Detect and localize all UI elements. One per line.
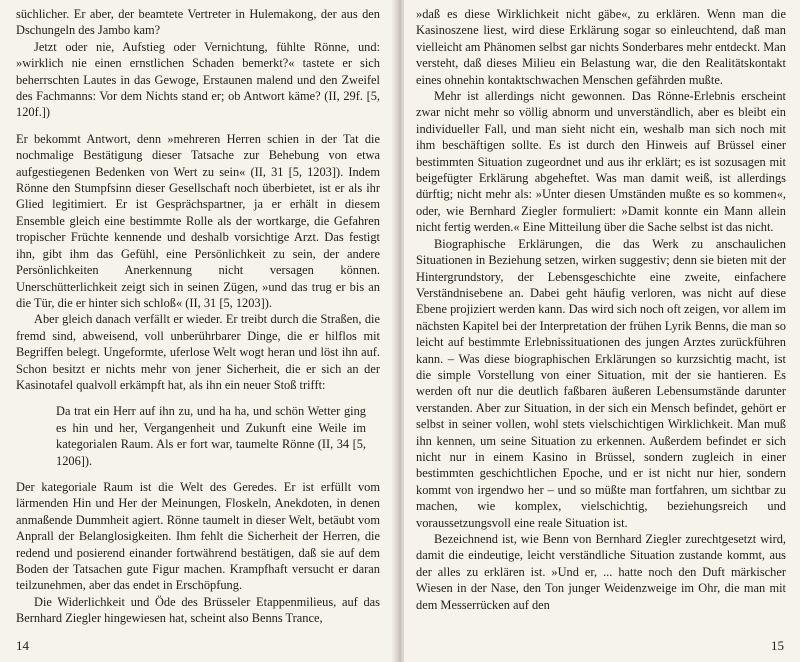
right-page — [404, 0, 800, 662]
paragraph: Der kategoriale Raum ist die Welt des Geredes. Er ist erfüllt vom lärmenden Hin und Her der Meinungen, Floskeln, Anekdoten, in denen anmaßende Dummheit agiert. Rönne taumelt in dieser Welt, betäubt vom Anprall der Belanglosigkeiten. Ihm fehlt die Sicherheit der Herren, die redend und posierend einander fortwährend bestätigen, daß sie auf dem Boden der Tatsachen gute Figur machen. Krampfhaft versucht er daran teilzunehmen, aber das endet in Erschöpfung. — [16, 479, 380, 593]
paragraph: Jetzt oder nie, Aufstieg oder Vernichtung, fühlte Rönne, und: »wirklich nie einen ernstlichen Schaden bemerkt?« tastete er sich beherrschten Lautes in das Gewoge, Erstaunen malend und den Zweifel des Fachmanns: Vor dem Nichts stand er; ob Antwort käme? (II, 29f. [5, 120f.]) — [16, 39, 380, 120]
right-page-text — [416, 6, 786, 613]
left-page — [0, 0, 396, 662]
left-page-text — [16, 6, 380, 627]
paragraph: Aber gleich danach verfällt er wieder. Er treibt durch die Straßen, die fremd sind, abweisend, voll unberührbarer Dinge, die er hilflos mit Begriffen belegt. Ungeformte, uferlose Welt wogt heran und löst ihn auf. Schon besitzt er nichts mehr von jener Sicherheit, die er sich an der Kasinotafel qualvoll erkämpft hat, als ihn ein neuer Stoß trifft: — [16, 312, 380, 392]
paragraph: Mehr ist allerdings nicht gewonnen. Das Rönne-Erlebnis erscheint zwar nicht mehr so völlig abnorm und unverständlich, aber es bleibt ein individueller Fall, und man sieht nicht ein, weshalb man sich noch mit ihm beschäftigen sollte. Es ist durch den Hinweis auf Brüssel einer bestimmten Situation zugeordnet und aus ihr erklärt; es ist sozusagen mit beigefügter Erklärung abgeheftet. Was man damit weiß, ist allerdings dürftig; nicht mehr als: »Unter diesen Umständen mußte es so kommen«, oder, wie Bernhard Ziegler formuliert: »Damit konnte ein Mann allein nicht fertig werden.« Eine Mitteilung über die Sache selbst ist das nicht. — [416, 89, 786, 235]
paragraph: süchlicher. Er aber, der beamtete Vertreter in Hulemakong, der aus den Dschungeln des Jambo kam? — [16, 7, 380, 38]
page-number: 14 — [16, 638, 29, 653]
paragraph: Die Widerlichkeit und Öde des Brüsseler Etappenmilieus, auf das Bernhard Ziegler hingewiesen hat, scheint also Benns Trance, — [16, 594, 380, 626]
page-number: 15 — [771, 638, 784, 653]
paragraph: Biographische Erklärungen, die das Werk zu anschaulichen Situationen in Beziehung setzen, wirken suggestiv; denn sie bieten mit der Hintergrundstory, der Lebensgeschichte eine zweite, einfachere Verständnisebene an. Dabei geht häufig verloren, was nicht auf diese Ebene projiziert werden kann. Das wird sich noch oft zeigen, vor allem im nächsten Kapitel bei der Interpretation der frühen Lyrik Benns, die man so leicht auf bestimmte Erlebnissituationen des jungen Arztes zurückführen kann. – Was diese biographischen Erklärungen so kurzsichtig macht, ist die simple Vorstellung von einer Situation, mit der sie hantieren. Es werden oft nur die deutlich faßbaren äußeren Lebensumstände darunter verstanden. Aber zur Situation, in der sich ein Mensch befindet, gehört er selbst in seiner vollen, wohl stets vielschichtigen Wirklichkeit. Man muß ihn kennen, um seine Situation zu erkennen. Außerdem befindet er sich nicht nur in einem Kasino in Brüssel, sondern zugleich in einer bestimmten geschichtlichen Epoche, und er ist nicht nur hier, sondern kommt von irgendwo her – und so müßte man fortfahren, um sichtbar zu machen, wie komplex, vielschichtig, beziehungsreich und voraussetzungsvoll eine reale Situation ist. — [416, 236, 786, 530]
paragraph: Er bekommt Antwort, denn »mehreren Herren schien in der Tat die nochmalige Bestätigung dieser Tatsache zur Behebung von etwa aufgestiegenen Bedenken von Wert zu sein« (II, 31 [5, 1203]). Indem Rönne den Stumpfsinn dieser Gesellschaft noch überbietet, ist er als ihr Glied legitimiert. Er ist Gesprächspartner, ja er erhält in diesem Ensemble gleich eine bestimmte Rolle als der wortkarge, die Gefahren tropischer Früchte kennende und deshalb vorsichtige Arzt. Das festigt ihn, gibt ihm das Gefühl, eine Persönlichkeit zu sein, der andere Persönlichkeiten Anerkennung nicht versagen können. Unerschütterlichkeit zeigt sich in seinen Zügen, »und das trug er bis an die Tür, die er hinter sich schloß« (II, 31 [5, 1203]). — [16, 131, 380, 310]
paragraph: Bezeichnend ist, wie Benn von Bernhard Ziegler zurechtgesetzt wird, damit die eindeutige, leicht verständliche Situation zustande kommt, aus der alles zu erklären ist. »Und er, ... hatte noch den Duft märkischer Wiesen in der Nase, den Ton junger Weidenzweige im Ohr, die man mit dem Messerrücken auf den — [416, 532, 786, 612]
paragraph: »daß es diese Wirklichkeit nicht gäbe«, zu erklären. Wenn man die Kasinoszene liest, wird diese Erklärung sogar so einleuchtend, daß man vielleicht am Phänomen selbst gar nichts Sonderbares mehr entdeckt. Man versteht, daß dieses Milieu ein Belastung war, die den Realitätskontakt eines ohnehin kontaktschwachen Menschen gefährden mußte. — [416, 7, 786, 87]
block-quote: Da trat ein Herr auf ihn zu, und ha ha, und schön Wetter ging es hin und her, Vergangenheit und Zukunft eine Weile im kategorialen Raum. Als er fort war, taumelte Rönne (II, 34 [5, 1206]). — [56, 404, 366, 468]
